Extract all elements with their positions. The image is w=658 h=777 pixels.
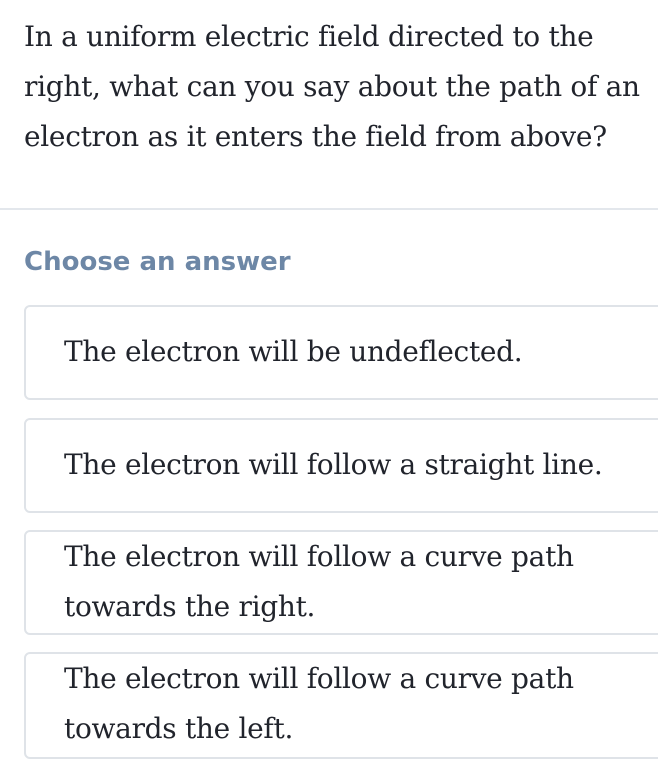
answer-choice-label: The electron will be undeflected. bbox=[64, 335, 523, 368]
question-text: In a uniform electric field directed to the right, what can you say about the path of an electron as it enters the field from above? bbox=[24, 20, 640, 153]
answer-choice-label: The electron will follow a curve path towards the left. bbox=[64, 662, 574, 745]
choose-answer-heading: Choose an answer bbox=[24, 247, 291, 277]
answer-choice-1[interactable] bbox=[24, 305, 658, 400]
answer-choice-3[interactable] bbox=[24, 530, 658, 635]
answer-choice-label: The electron will follow a straight line. bbox=[64, 448, 603, 481]
divider bbox=[0, 208, 658, 210]
answer-choice-2[interactable] bbox=[24, 418, 658, 513]
answer-choice-label: The electron will follow a curve path towards the right. bbox=[64, 540, 574, 623]
answer-choice-4[interactable] bbox=[24, 652, 658, 759]
